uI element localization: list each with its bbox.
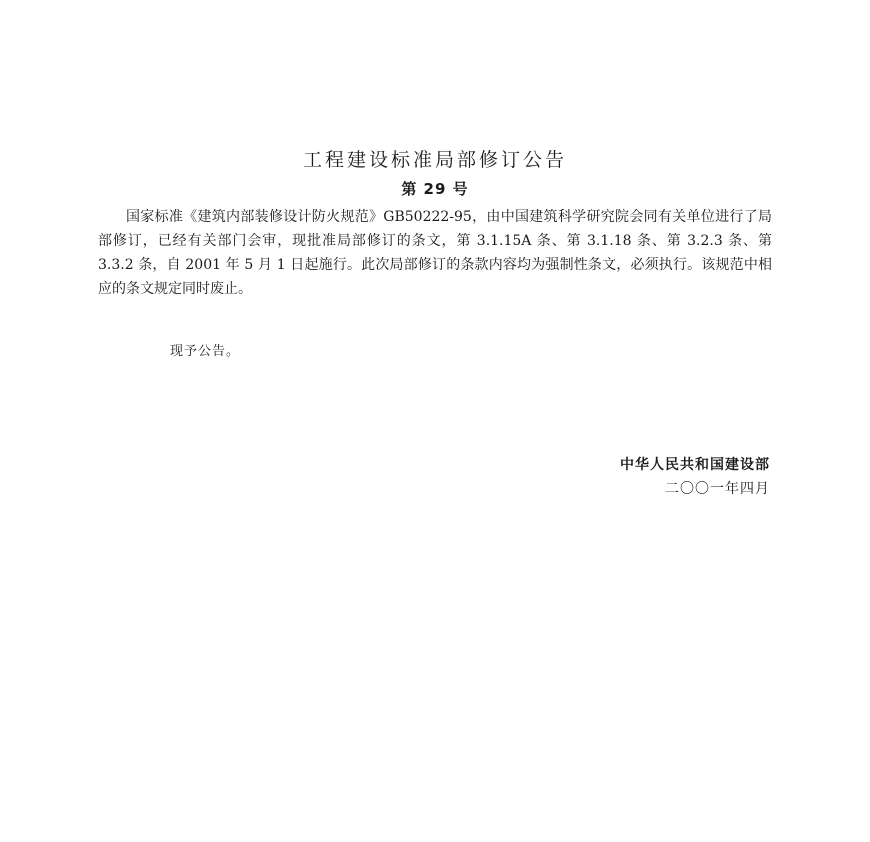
document-title: 工程建设标准局部修订公告: [302, 149, 567, 171]
issuer-name: 中华人民共和国建设部: [620, 457, 770, 473]
body-paragraph: 国家标准《建筑内部装修设计防火规范》GB50222-95，由中国建筑科学研究院会同有关单位进行了局部修订，已经有关部门会审，现批准局部修订的条文，第 3.1.15A 条、第 3.1.18 条、第 3.2.3 条、第 3.3.2 条，自 2001 年 5 月 1 日起施行。此次局部修订的条款内容均为强制性条文，必须执行。该规范中相应的条文规定同时废止。: [98, 209, 772, 297]
issue-date: 二〇〇一年四月: [665, 481, 770, 497]
announcement-line: 现予公告。: [170, 344, 241, 359]
announcement-number: 第 29 号: [401, 180, 469, 198]
